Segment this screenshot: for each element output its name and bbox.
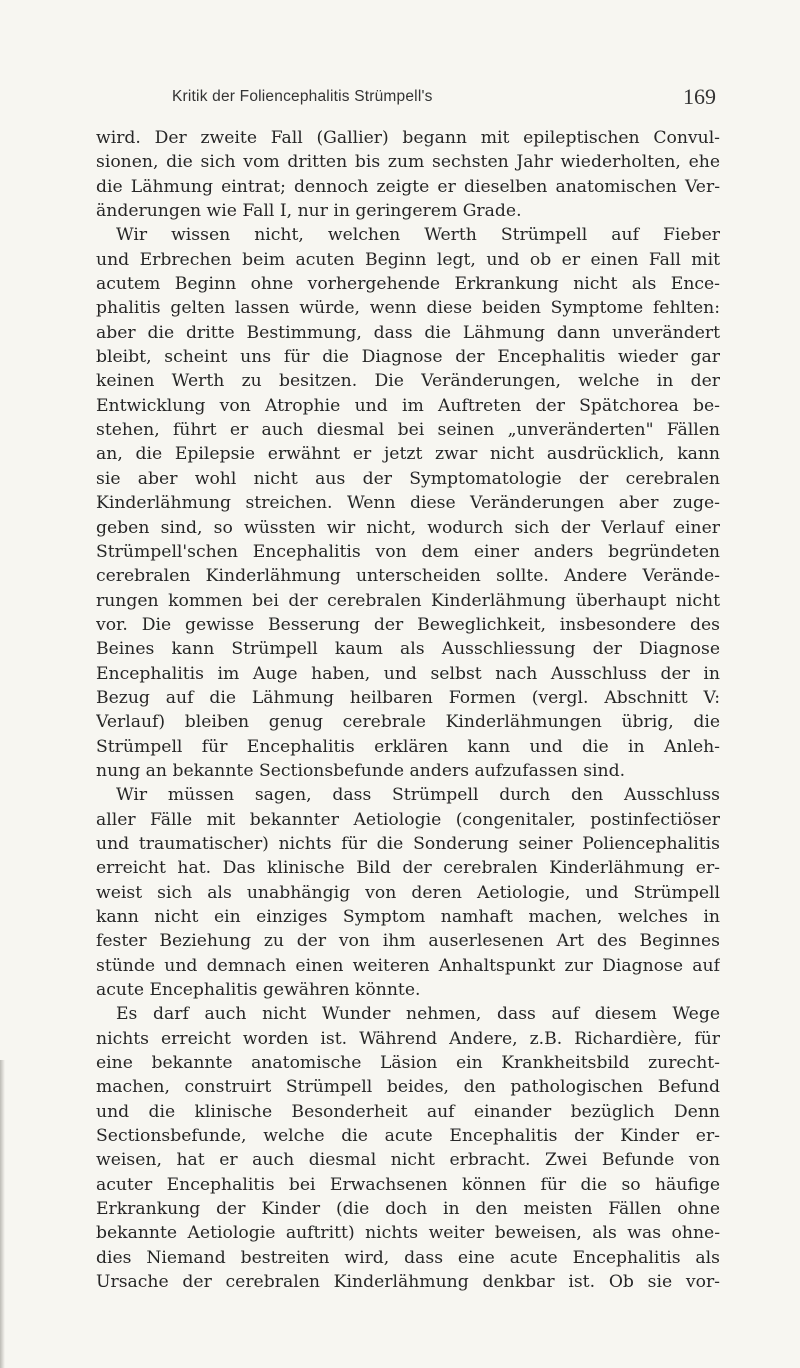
text-line: geben sind, so wüssten wir nicht, wodurch sich der Verlauf einer [96, 517, 720, 538]
text-line: Erkrankung der Kinder (die doch in den meisten Fällen ohne [96, 1199, 720, 1220]
text-line: bleibt, scheint uns für die Diagnose der Encephalitis wieder gar [96, 347, 720, 368]
text-line: Wir müssen sagen, dass Strümpell durch den Ausschluss [116, 785, 720, 806]
text-line: sionen, die sich vom dritten bis zum sechsten Jahr wiederholten, ehe [96, 152, 720, 173]
text-line: bekannte Aetiologie auftritt) nichts weiter beweisen, als was ohne- [96, 1223, 720, 1244]
text-line: Beines kann Strümpell kaum als Ausschliessung der Diagnose [96, 639, 720, 660]
text-line: acutem Beginn ohne vorhergehende Erkrankung nicht als Ence- [96, 274, 720, 295]
text-line: an, die Epilepsie erwähnt er jetzt zwar nicht ausdrücklich, kann [96, 444, 720, 465]
text-line: Kinderlähmung streichen. Wenn diese Veränderungen aber zuge- [96, 493, 720, 514]
running-head-title: Kritik der Foliencephalitis Strümpell's [172, 88, 433, 105]
text-line: und traumatischer) nichts für die Sonderung seiner Poliencephalitis [96, 833, 720, 854]
text-line: stünde und demnach einen weiteren Anhaltspunkt zur Diagnose auf [96, 955, 720, 976]
text-line: Bezug auf die Lähmung heilbaren Formen (vergl. Abschnitt V: [96, 687, 720, 708]
text-line: aller Fälle mit bekannter Aetiologie (congenitaler, postinfectiöser [96, 809, 720, 830]
text-line: Verlauf) bleiben genug cerebrale Kinderlähmungen übrig, die [96, 712, 720, 733]
text-line: acute Encephalitis gewähren könnte. [96, 980, 421, 1001]
text-line: stehen, führt er auch diesmal bei seinen „unveränderten" Fällen [96, 420, 720, 441]
text-line: änderungen wie Fall I, nur in geringerem Grade. [96, 201, 522, 222]
text-line: vor. Die gewisse Besserung der Beweglichkeit, insbesondere des [96, 614, 720, 635]
page-edge-shadow [0, 1060, 5, 1368]
text-line: und Erbrechen beim acuten Beginn legt, und ob er einen Fall mit [96, 249, 720, 270]
text-line: Wir wissen nicht, welchen Werth Strümpell auf Fieber [116, 225, 720, 246]
text-line: die Lähmung eintrat; dennoch zeigte er dieselben anatomischen Ver- [96, 176, 720, 197]
text-line: erreicht hat. Das klinische Bild der cerebralen Kinderlähmung er- [96, 858, 720, 879]
text-line: und die klinische Besonderheit auf einander bezüglich Denn [96, 1101, 720, 1122]
text-line: phalitis gelten lassen würde, wenn diese beiden Symptome fehlten: [96, 298, 720, 319]
text-line: Ursache der cerebralen Kinderlähmung denkbar ist. Ob sie vor- [96, 1272, 720, 1293]
text-line: nichts erreicht worden ist. Während Andere, z.B. Richardière, für [96, 1028, 720, 1049]
text-line: Encephalitis im Auge haben, und selbst nach Ausschluss der in [96, 663, 720, 684]
text-line: keinen Werth zu besitzen. Die Veränderungen, welche in der [96, 371, 720, 392]
text-line: weisen, hat er auch diesmal nicht erbracht. Zwei Befunde von [96, 1150, 720, 1171]
text-line: rungen kommen bei der cerebralen Kinderlähmung überhaupt nicht [96, 590, 720, 611]
body-text [96, 126, 720, 1295]
running-head [96, 86, 716, 116]
text-line: eine bekannte anatomische Läsion ein Krankheitsbild zurecht- [96, 1053, 720, 1074]
text-line: acuter Encephalitis bei Erwachsenen können für die so häufige [96, 1174, 720, 1195]
text-line: sie aber wohl nicht aus der Symptomatologie der cerebralen [96, 468, 720, 489]
text-line: aber die dritte Bestimmung, dass die Lähmung dann unverändert [96, 322, 720, 343]
text-line: Sectionsbefunde, welche die acute Encephalitis der Kinder er- [96, 1126, 720, 1147]
text-line: Strümpell'schen Encephalitis von dem einer anders begründeten [96, 541, 720, 562]
text-line: Strümpell für Encephalitis erklären kann und die in Anleh- [96, 736, 720, 757]
text-line: fester Beziehung zu der von ihm auserlesenen Art des Beginnes [96, 931, 720, 952]
text-line: dies Niemand bestreiten wird, dass eine acute Encephalitis als [96, 1247, 720, 1268]
text-line: kann nicht ein einziges Symptom namhaft machen, welches in [96, 907, 720, 927]
text-line: Entwicklung von Atrophie und im Auftreten der Spätchorea be- [96, 395, 720, 416]
text-line: nung an bekannte Sectionsbefunde anders aufzufassen sind. [96, 760, 626, 781]
text-line: weist sich als unabhängig von deren Aetiologie, und Strümpell [96, 882, 720, 903]
text-line: Es darf auch nicht Wunder nehmen, dass auf diesem Wege [116, 1004, 720, 1025]
page-number: 169 [683, 84, 716, 109]
text-line: cerebralen Kinderlähmung unterscheiden sollte. Andere Verände- [96, 566, 720, 587]
text-line: wird. Der zweite Fall (Gallier) begann mit epileptischen Convul- [96, 128, 720, 148]
text-line: machen, construirt Strümpell beides, den pathologischen Befund [96, 1077, 720, 1098]
